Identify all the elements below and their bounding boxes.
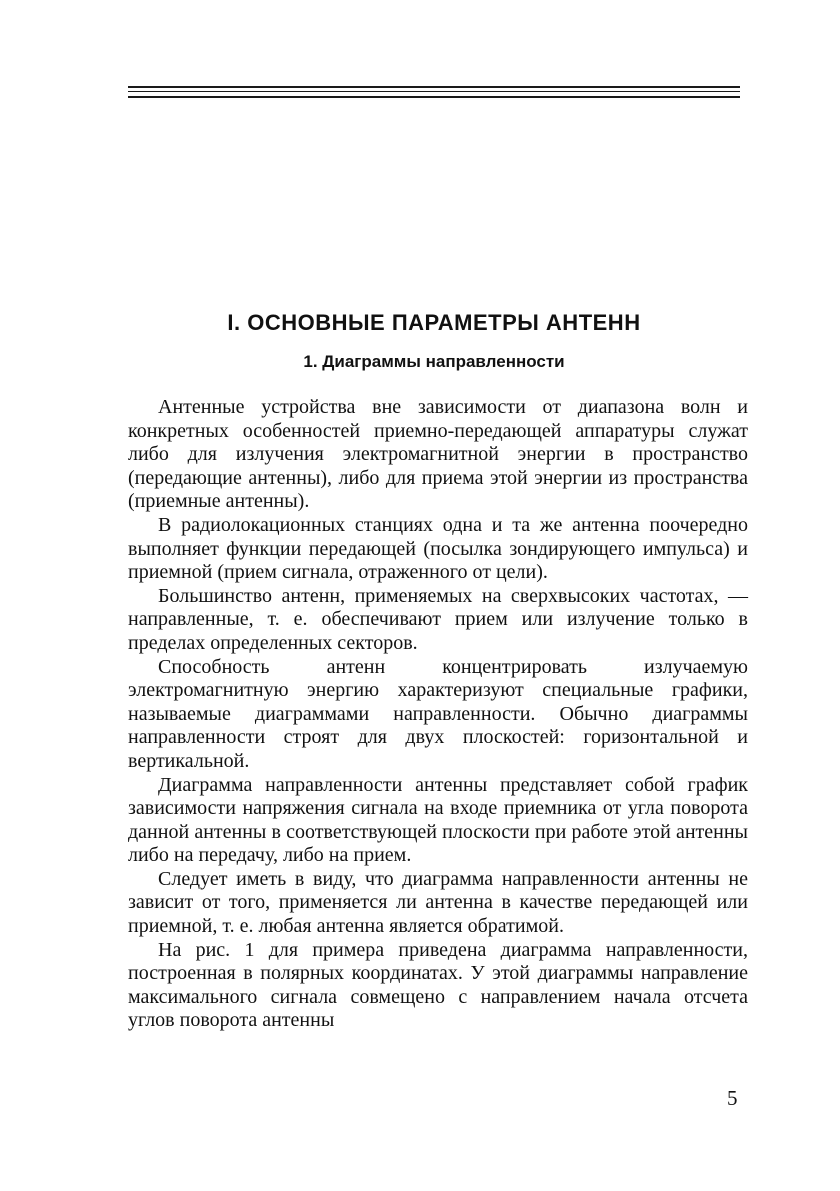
header-rule-middle xyxy=(128,91,740,92)
header-rule-top xyxy=(128,86,740,88)
page-number: 5 xyxy=(727,1086,738,1110)
chapter-title: I. ОСНОВНЫЕ ПАРАМЕТРЫ АНТЕНН xyxy=(227,310,641,335)
paragraph-4: Способность антенн концентрировать излучаемую электромагнитную энергию характеризуют специальные графики, называемые диаграммами направленности. Обычно диаграммы направленности строят для двух плоскостей: горизонтальной и вертикальной. xyxy=(128,655,748,772)
paragraph-6: Следует иметь в виду, что диаграмма направленности антенны не зависит от того, применяется ли антенна в качестве передающей или приемной, т. е. любая антенна является обратимой. xyxy=(128,867,748,938)
paragraph-5: Диаграмма направленности антенны представляет собой график зависимости напряжения сигнала на входе приемника от угла поворота данной антенны в соответствующей плоскости при работе этой антенны либо на передачу, либо на прием. xyxy=(128,773,748,867)
section-title: 1. Диаграммы направленности xyxy=(303,352,565,371)
paragraph-1: Антенные устройства вне зависимости от диапазона волн и конкретных особенностей приемно-передающей аппаратуры служат либо для излучения электромагнитной энергии в пространство (передающие антенны), либо для приема этой энергии из пространства (приемные антенны). xyxy=(128,396,748,513)
header-rules xyxy=(128,86,740,101)
paragraph-3: Большинство антенн, применяемых на сверхвысоких частотах, — направленные, т. е. обеспечивают прием или излучение только в пределах определенных секторов. xyxy=(128,584,748,654)
header-rule-bottom xyxy=(128,96,740,98)
paragraph-2: В радиолокационных станциях одна и та же антенна поочередно выполняет функции передающей (посылка зондирующего импульса) и приемной (прием сигнала, отраженного от цели). xyxy=(128,513,748,584)
body-text xyxy=(128,396,748,1033)
paragraph-7: На рис. 1 для примера приведена диаграмма направленности, построенная в полярных координатах. У этой диаграммы направление максимального сигнала совмещено с направлением начала отсчета углов поворота антенны xyxy=(128,938,748,1032)
